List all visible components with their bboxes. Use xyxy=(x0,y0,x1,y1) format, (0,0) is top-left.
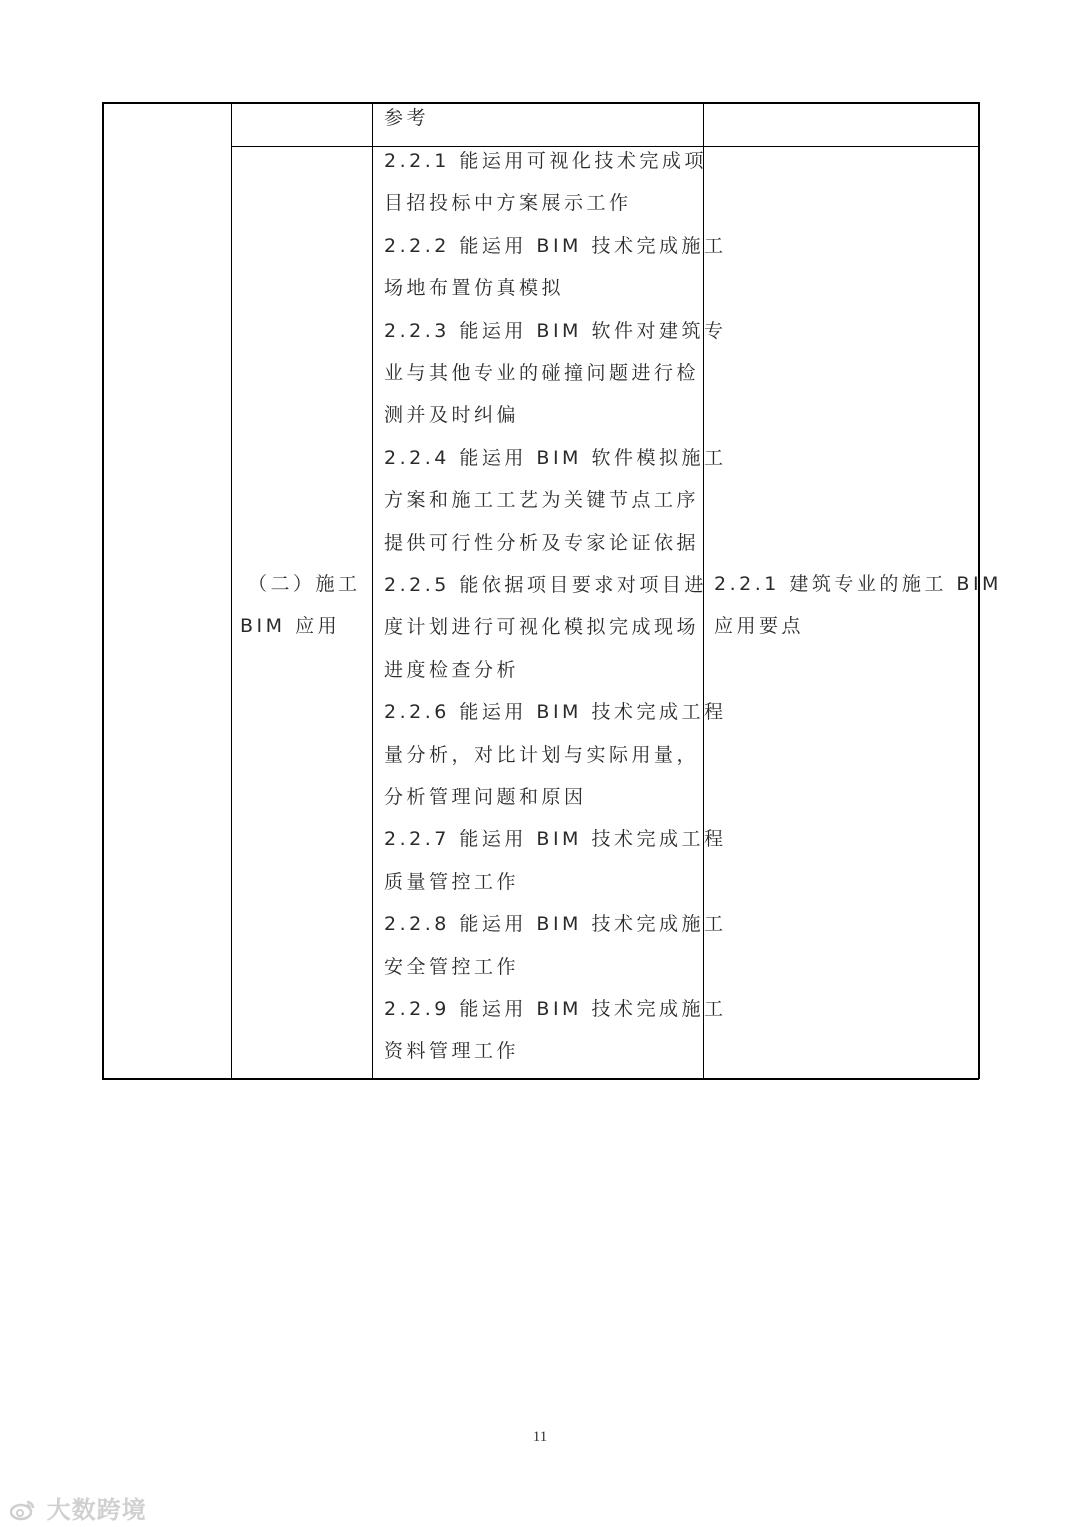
row2-col2-cell xyxy=(232,563,372,648)
row2-col3-line: 分析管理问题和原因 xyxy=(384,786,587,808)
row2-col3-line: 业与其他专业的碰撞问题进行检 xyxy=(384,362,700,384)
row2-col3-line: 2.2.2 能运用 BIM 技术完成施工 xyxy=(384,234,727,257)
page-number: 11 xyxy=(532,1429,548,1445)
row2-col4-line: 2.2.1 建筑专业的施工 BIM xyxy=(714,573,1002,595)
row2-col3-line: 安全管控工作 xyxy=(384,955,520,978)
row2-col3-line: 测并及时纠偏 xyxy=(384,404,520,427)
watermark xyxy=(10,1490,147,1525)
row2-col3-line: 方案和施工工艺为关键节点工序 xyxy=(384,489,700,512)
row2-col3-line: 进度检查分析 xyxy=(384,658,520,681)
table-border-bottom xyxy=(102,1078,979,1080)
row2-col3-line: 目招投标中方案展示工作 xyxy=(384,192,632,215)
table-border-top xyxy=(102,102,979,104)
row2-col3-line: 场地布置仿真模拟 xyxy=(384,277,565,300)
row2-col3-line: 质量管控工作 xyxy=(384,870,520,893)
row2-col3-line: 量分析，对比计划与实际用量， xyxy=(384,743,700,766)
row2-col3-line: 2.2.4 能运用 BIM 软件模拟施工 xyxy=(384,446,727,469)
row2-col4-line: 应用要点 xyxy=(714,615,805,638)
row1-col3-text: 参考 xyxy=(384,107,430,129)
row2-col3-line: 2.2.3 能运用 BIM 软件对建筑专 xyxy=(384,319,727,342)
row2-col3-line: 2.2.1 能运用可视化技术完成项 xyxy=(384,150,707,172)
weibo-icon xyxy=(10,1499,45,1524)
row2-col3-line: 提供可行性分析及专家论证依据 xyxy=(384,531,700,554)
row2-col3-line: 资料管理工作 xyxy=(384,1040,520,1063)
row2-col3-line: 2.2.9 能运用 BIM 技术完成施工 xyxy=(384,998,727,1020)
watermark-text: 大数跨境 xyxy=(46,1496,147,1524)
row2-col2-line: （二）施工 xyxy=(248,573,361,595)
row2-col3-line: 2.2.8 能运用 BIM 技术完成施工 xyxy=(384,913,727,936)
row2-col3-line: 2.2.5 能依据项目要求对项目进 xyxy=(384,574,707,596)
table-border-left xyxy=(102,102,104,1079)
row2-col3-line: 2.2.6 能运用 BIM 技术完成工程 xyxy=(384,701,727,724)
row2-col3-line: 度计划进行可视化模拟完成现场 xyxy=(384,616,700,639)
row2-col3-line: 2.2.7 能运用 BIM 技术完成工程 xyxy=(384,828,727,851)
row2-col2-line: BIM 应用 xyxy=(240,615,341,638)
